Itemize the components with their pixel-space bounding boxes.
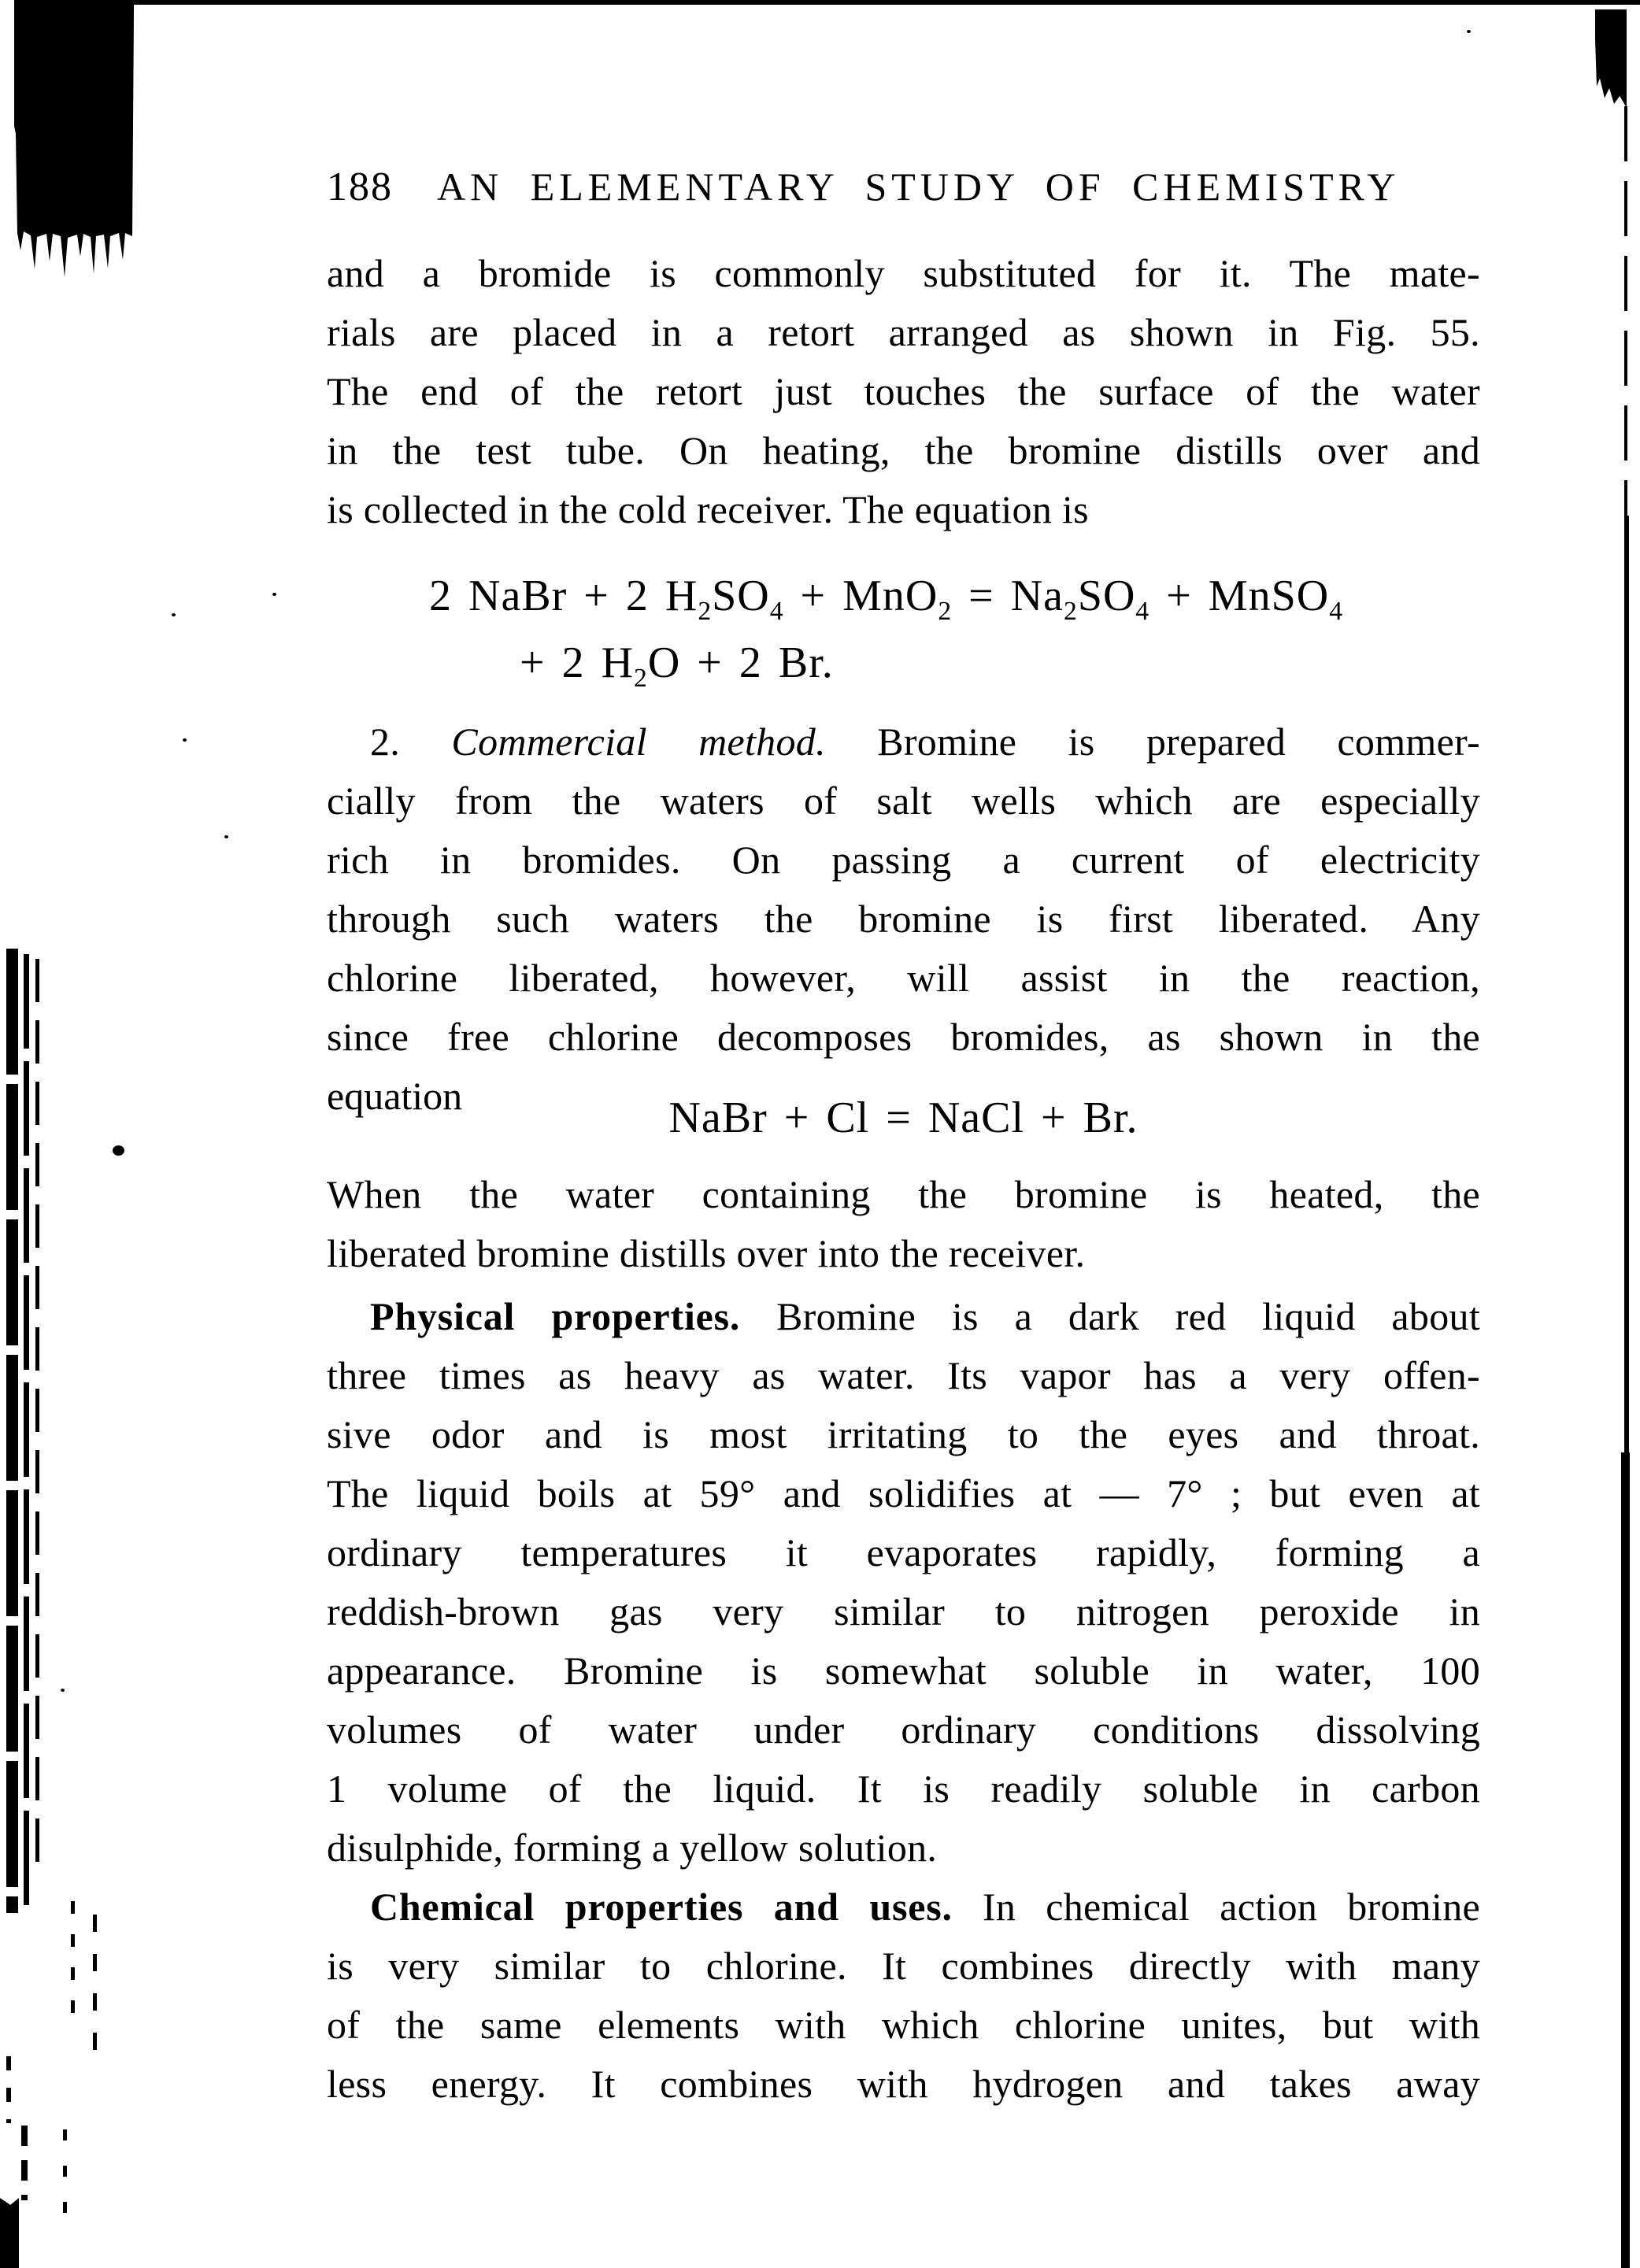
- text-line: [327, 1759, 1480, 1818]
- text-line: [327, 1582, 1480, 1641]
- text-line: [327, 1165, 1480, 1224]
- text-line: [327, 421, 1480, 480]
- ink-speck: [1467, 30, 1471, 33]
- text-line: [327, 771, 1480, 831]
- text-line: [327, 362, 1480, 421]
- text-block: [327, 161, 1480, 2114]
- binding-dashes-mid-1: [71, 1901, 75, 2027]
- text-segment: NaBr + Cl = NaCl + Br.: [668, 1093, 1138, 1142]
- subscript: 4: [1329, 597, 1343, 627]
- text-segment: + MnSO: [1149, 572, 1330, 620]
- subscript: 2: [938, 597, 953, 627]
- text-segment: Physical properties.: [370, 1294, 741, 1338]
- text-segment: rials are placed in a retort arranged as shown in Fig. 55.: [327, 310, 1480, 354]
- text-segment: SO: [1077, 572, 1136, 620]
- ink-blot-top-right: [1595, 9, 1627, 108]
- binding-dashes-mid-2: [93, 1915, 97, 2064]
- equation-with-label: [327, 1067, 1480, 1153]
- text-segment: three times as heavy as water. Its vapor has a very offen-: [327, 1353, 1480, 1397]
- text-line: [327, 303, 1480, 362]
- binding-streak-left-2: [24, 954, 29, 1907]
- text-segment: Commercial method.: [451, 720, 826, 764]
- binding-dashes-bottom-2: [6, 2056, 11, 2123]
- text-segment: = Na: [952, 572, 1064, 620]
- subscript: 2: [1064, 597, 1078, 627]
- text-line: [327, 712, 1480, 771]
- page-edge-line-right-middle: [1624, 516, 1629, 1452]
- text-segment: reddish-brown gas very similar to nitrogen peroxide in: [327, 1589, 1480, 1633]
- text-line: [327, 1464, 1480, 1523]
- text-line: [327, 890, 1480, 949]
- text-segment: liberated bromine distills over into the receiver.: [327, 1231, 1086, 1275]
- binding-dashes-mid-3: [63, 2129, 67, 2232]
- text-line: [327, 244, 1480, 303]
- text-segment: appearance. Bromine is somewhat soluble in water, 100: [327, 1648, 1480, 1693]
- chemical-equation: [327, 563, 1480, 697]
- page-number: 188: [327, 165, 393, 209]
- ink-speck: [224, 835, 228, 838]
- text-line: [327, 1405, 1480, 1464]
- equation-line: [327, 563, 1480, 630]
- text-segment: disulphide, forming a yellow solution.: [327, 1826, 938, 1870]
- paragraph: [327, 244, 1480, 539]
- ink-speck-large: [113, 1145, 124, 1156]
- text-segment: and a bromide is commonly substituted for it. The mate-: [327, 251, 1480, 295]
- text-segment: The end of the retort just touches the surface of the water: [327, 369, 1480, 413]
- text-segment: + MnO: [783, 572, 938, 620]
- text-line: [327, 831, 1480, 890]
- scan-edge-line-top: [122, 0, 1640, 5]
- text-segment: cially from the waters of salt wells which are especially: [327, 779, 1480, 823]
- ink-speck: [272, 593, 276, 596]
- text-segment: The liquid boils at 59° and solidifies at — 7° ; but even at: [327, 1471, 1480, 1515]
- text-line: [327, 1523, 1480, 1582]
- text-segment: + 2 H: [520, 638, 635, 687]
- ink-blot-bottom-left: [0, 2198, 19, 2268]
- text-segment: Bromine is a dark red liquid about: [740, 1294, 1481, 1338]
- paragraph: [327, 1287, 1480, 1878]
- subscript: 4: [1135, 597, 1150, 627]
- ink-speck: [183, 738, 187, 742]
- header-title: AN ELEMENTARY STUDY OF CHEMISTRY: [437, 165, 1401, 209]
- text-segment: O + 2 Br.: [647, 638, 834, 687]
- equation-line: [327, 630, 1480, 697]
- text-segment: volumes of water under ordinary conditions dissolving: [327, 1707, 1480, 1752]
- text-line: [327, 1878, 1480, 1937]
- subscript: 4: [769, 597, 784, 627]
- text-line: [327, 1641, 1480, 1700]
- text-segment: less energy. It combines with hydrogen and takes away: [327, 2062, 1480, 2106]
- text-line: [327, 1700, 1480, 1759]
- text-line: [327, 1937, 1480, 1996]
- text-line: [327, 1346, 1480, 1405]
- page-edge-line-right-lower: [1621, 1452, 1630, 2268]
- inline-equation: [327, 1089, 1480, 1148]
- text-line: [327, 480, 1480, 539]
- text-segment: is collected in the cold receiver. The equation is: [327, 487, 1089, 531]
- text-segment: in the test tube. On heating, the bromine distills over and: [327, 428, 1480, 472]
- text-segment: 1 volume of the liquid. It is readily soluble in carbon: [327, 1767, 1480, 1811]
- text-line: [327, 1818, 1480, 1878]
- ink-blot-top-left: [14, 0, 134, 279]
- text-segment: ordinary temperatures it evaporates rapidly, forming a: [327, 1530, 1480, 1574]
- subscript: 2: [698, 597, 713, 627]
- text-line: [327, 949, 1480, 1008]
- text-segment: rich in bromides. On passing a current of electricity: [327, 838, 1480, 882]
- subscript: 2: [634, 664, 648, 694]
- ink-speck: [172, 613, 176, 616]
- text-segment: since free chlorine decomposes bromides, as shown in the: [327, 1015, 1480, 1059]
- paragraph: [327, 1878, 1480, 2114]
- text-segment: sive odor and is most irritating to the eyes and throat.: [327, 1412, 1480, 1456]
- text-segment: through such waters the bromine is first liberated. Any: [327, 897, 1480, 941]
- text-segment: 2 NaBr + 2 H: [429, 572, 698, 620]
- binding-streak-left-3: [35, 959, 39, 1872]
- text-segment: When the water containing the bromine is heated, the: [327, 1172, 1480, 1216]
- text-segment: 2.: [370, 720, 452, 764]
- text-segment: is very similar to chlorine. It combines directly with many: [327, 1944, 1480, 1988]
- equation-label: equation: [327, 1074, 463, 1118]
- page-content: [327, 244, 1480, 2114]
- paragraph: [327, 1165, 1480, 1283]
- text-segment: SO: [712, 572, 770, 620]
- text-line: [327, 1008, 1480, 1067]
- ink-speck: [61, 1689, 65, 1692]
- text-line: [327, 1224, 1480, 1283]
- text-segment: Bromine is prepared commer-: [825, 720, 1480, 764]
- text-line: [327, 2055, 1480, 2114]
- text-segment: In chemical action bromine: [952, 1885, 1480, 1929]
- binding-dashes-bottom-1: [21, 2126, 28, 2200]
- text-segment: Chemical properties and uses.: [370, 1885, 953, 1929]
- text-line: [327, 1996, 1480, 2055]
- running-header: [327, 161, 1480, 213]
- text-line: [327, 1287, 1480, 1346]
- paragraph: [327, 712, 1480, 1067]
- binding-streak-left-1: [6, 949, 18, 1913]
- text-segment: chlorine liberated, however, will assist in the reaction,: [327, 956, 1480, 1000]
- text-segment: of the same elements with which chlorine unites, but with: [327, 2003, 1480, 2047]
- page-edge-line-right-upper: [1624, 106, 1627, 516]
